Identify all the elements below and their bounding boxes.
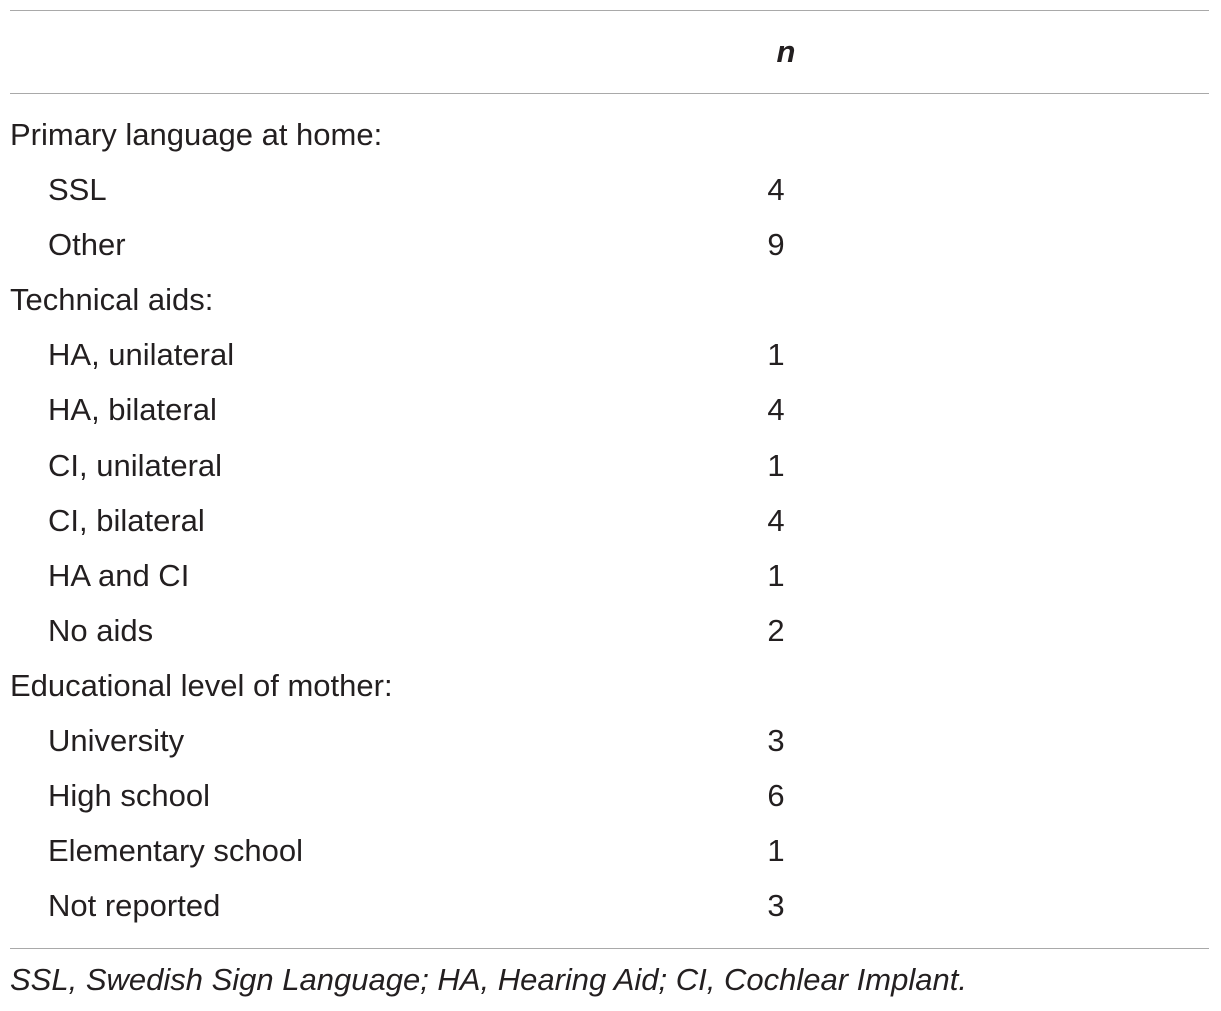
table-row bbox=[10, 878, 1209, 933]
table-header bbox=[10, 10, 1209, 93]
row-value: 3 bbox=[767, 723, 785, 759]
row-value: 4 bbox=[767, 392, 785, 428]
row-label: Educational level of mother: bbox=[10, 667, 393, 703]
row-label: Other bbox=[48, 227, 126, 263]
table-row bbox=[10, 493, 1209, 548]
column-header-n: n bbox=[776, 34, 796, 69]
row-label: CI, bilateral bbox=[48, 502, 205, 538]
table-body bbox=[10, 107, 1209, 933]
table-row bbox=[10, 548, 1209, 603]
row-value: 9 bbox=[767, 227, 785, 263]
row-label: SSL bbox=[48, 172, 107, 208]
row-value: 4 bbox=[767, 172, 785, 208]
row-value: 1 bbox=[767, 447, 785, 483]
table-row bbox=[10, 603, 1209, 658]
row-label: University bbox=[48, 723, 185, 759]
table-row bbox=[10, 107, 1209, 162]
row-label: Technical aids: bbox=[10, 282, 214, 318]
table-row bbox=[10, 768, 1209, 823]
row-value: 6 bbox=[767, 778, 785, 814]
row-label: HA, unilateral bbox=[48, 337, 235, 373]
row-value: 1 bbox=[767, 557, 785, 593]
table-row bbox=[10, 713, 1209, 768]
table-row bbox=[10, 823, 1209, 878]
row-label: HA, bilateral bbox=[48, 392, 217, 428]
row-label: Elementary school bbox=[48, 833, 304, 869]
table-row bbox=[10, 382, 1209, 437]
table-header-rule bbox=[10, 93, 1209, 94]
row-label: High school bbox=[48, 778, 210, 814]
row-value: 2 bbox=[767, 612, 785, 648]
row-label: No aids bbox=[48, 612, 154, 648]
row-value: 1 bbox=[767, 833, 785, 869]
table-bottom-rule bbox=[10, 948, 1209, 949]
row-value: 4 bbox=[767, 502, 785, 538]
table-row bbox=[10, 438, 1209, 493]
row-label: Primary language at home: bbox=[10, 117, 383, 152]
table-footnote: SSL, Swedish Sign Language; HA, Hearing Aid; CI, Cochlear Implant. bbox=[10, 962, 967, 997]
row-value: 1 bbox=[767, 337, 785, 373]
table-row bbox=[10, 327, 1209, 382]
table-row bbox=[10, 658, 1209, 713]
row-label: CI, unilateral bbox=[48, 447, 223, 483]
row-label: Not reported bbox=[48, 888, 221, 924]
table-row bbox=[10, 162, 1209, 217]
table-row bbox=[10, 217, 1209, 272]
row-value: 3 bbox=[767, 888, 785, 924]
row-label: HA and CI bbox=[48, 557, 190, 593]
table-row bbox=[10, 272, 1209, 327]
